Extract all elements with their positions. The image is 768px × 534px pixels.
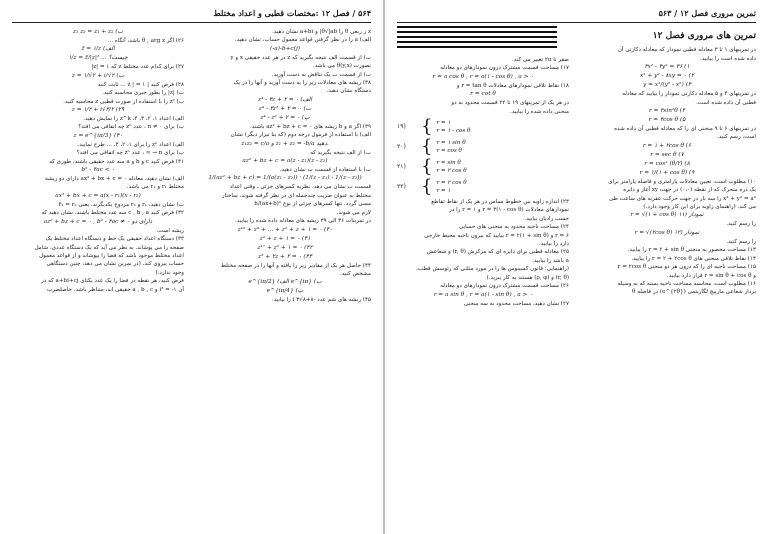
text-line: قطبی آن داده شده است. [696,99,756,106]
system-lines: r = sin θ r = ۲ cos θ [436,160,467,175]
equation-line: az² + bz + c = ۰ , b² - ۴ac ≠ ۰ دارای دو [43,218,153,225]
exercise-number: ۲۰) [397,142,406,150]
text-line: ۱۸) نقاط تلاقی نمودارهای معادلات r = tan θ و [456,82,569,89]
equation-line: x² + y² - ۸xy = ۰ (۲ [640,73,694,80]
text-line: مختلط به عنوان ضریب چندجمله ای در نظر گرفته شوند، ساختار [221,192,371,199]
text-line: حساب پیروی کند. (در تمرین نشان می دهد، چنین دستگاهی [46,261,184,268]
text-line: بردار شعاعی مارپیچ لگاریتمی (e^{۲θ}) در فاصله θ [632,289,756,296]
text-line: ب) با استفاده از قسمت ب نشان دهید. [279,167,371,174]
system-lines: r = ۱ sin θ r = cos θ [436,140,466,155]
text-line: لازم می شوند. [336,209,371,216]
text-line: ۳۱) فرض کنید c و b و a سه عدد حقیقی باشند، طوری که [49,158,184,165]
equation-line: r = √(۱ + cos θ) ۱۱) نمودار [630,212,704,219]
text-line: (r, θ) و (ρ, φ) هستند به کار ببرید.) [486,274,569,281]
text-line: داده شده است را بیابید. [699,55,756,62]
equation-line: r = ۱/(۱ + cos θ) (۹ [639,169,695,176]
text-line: می کند. (راهنمای زاویه برای این کار وجود دارد.) [643,204,756,211]
equation-line: z¹⁰ + z⁹ + ... + z² + z + ۱ = ۰ (۴۰ [237,226,333,233]
text-line: صفحه را می پوشاند. به نظر می آید که یک دستگاه عددی، شامل [34,244,184,251]
text-line: ۲۷) نشان دهید، مساحت محدود به سه منحنی [463,300,569,307]
text-line: ب) برای n → ∞ ، عدد zⁿ چه اتفاقی می افتد؟ [76,150,184,157]
left-page [0,0,383,534]
right-page-right-column [578,28,756,526]
text-line: مسی گردد. تنها کسرهای جزئی از نوع h/(ax+b)ⁿ [254,201,371,208]
text-line: ۱۷) مساحت قسمت مشترک درون نمودارهای دو معادله [440,65,569,72]
text-line: ب) |z| را بطور جبری محاسبه کنید. [102,90,184,97]
equation-line: r = cot θ [470,91,496,98]
equation-line: e^{iπ/2} (الف e^{iπ} (ب [248,279,322,286]
text-line: را رسم کنید. [726,221,756,228]
text-line: a باشد را بیابید. [532,257,569,264]
text-line: در هر یک از تمرینهای ۱۹ تا ۲۲ قسمت محدود به دو [451,100,569,107]
equation-line: z² + ۲z + ۲ = ۰ (۴۳ [258,253,312,260]
section-title: تمرین های مروری فصل ۱۲ [652,31,756,41]
text-line: الف) نشان دهید، معادله ax² + bx + c = ۰ دارای دو ریشه [45,176,184,183]
system-lines: r = ۱ r = ۱ - cos θ [436,120,471,135]
text-line: ۲۳) اندازه زاویه بین خطوط مماس در هر یک از نقاط تقاطع [431,199,569,206]
text-line: الف) اعداد ۱، ۲، ۳، ۴، z^k را نمایش دهید. [83,116,184,123]
left-page-header: ۵۶۴ / فصل ۱۲ :مختصات قطبی و اعداد مختلط [12,8,371,23]
brace-glyph: { [421,156,433,178]
text-line: ۳۲) فرض کنید c , b , a سه عدد مختلط باشند، نشان دهید که [41,210,184,217]
equation-line: r = ۱ + ۲cos θ (۶ [642,142,692,149]
text-line: الف) a را در نظر گرفتن قواعد معمول حساب، نشان دهید. [234,37,371,44]
equation-line: z₁z₂ = c/a و z₁ + z₂ = -b/a دهید. [241,140,329,147]
equation-line: r = cos² (θ/۲) (۸ [644,160,690,167]
text-line: مشخص کنید. [340,270,371,277]
text-line: ۲۵) معادله قطبی برای دایره ای که مرکزش (r, θ) و شعاعش [426,249,569,256]
text-line: در تمرینهای ۶ تا ۹ منحنی ای را که معادله قطبی آن داده شده [614,126,756,133]
text-line: را رسم کنید. [726,238,756,245]
text-line: (راهنمایی: قانون کسینوس ها را در مورد مثلثی که رئوسش قطب، [416,266,569,273]
equation-line: az² + bz + c = a(z - z₁)(z - z₂) [242,158,328,165]
text-line: ب) برای n ≠ ۰ ، عدد zⁿ چه اتفاقی می افتد؟ [78,124,184,131]
text-line: ۱۵) مساحت ناحیه ای را که درون هر دو منحنی r = ۲cos θ [617,264,756,271]
right-page-left-column [397,56,569,526]
equation-system [397,118,569,136]
text-line: قسمت ب نشان می دهد، نظریه کسرهای جزئی ـ وقتی اعداد [229,184,371,191]
equation-system [397,178,569,196]
text-line: صفر تا ۲π تغییر می کند. [512,57,569,63]
equation-line: z = e^{iπ/3} (۳۰ [73,132,123,139]
equation-system [397,158,569,176]
text-line: ۲۷) برای کدام عدد مختلط z که ۱ = |z| [91,64,184,71]
text-line: و r = sin θ + cos θ قرار دارد بیابید. [666,272,756,279]
text-line: منحنی داده شده را بیابید. [510,108,569,115]
brace-glyph: { [421,116,433,138]
brace-glyph: { [421,136,433,158]
equation-line: e^{iπ/4} (پ [266,288,304,295]
text-line: دستگاه نشان دهید. [326,88,371,95]
text-line: ریشه است. [156,227,184,234]
equation-line: z̄ = ۱/z (الف [81,46,115,53]
text-line: ۴۵) ریشه های شم عدد -۸+۸√۳ i را بیابید. [271,297,371,304]
equation-line: ۳x² - ۴y² = ۳۶ (۱ [644,64,690,71]
text-line: است، رسم کنید. [717,134,756,141]
text-line: فرض کنید، هر نقطه در فضا را یک عدد یکتای a+bi+cj که در [41,278,184,285]
text-line: ب) z² را با استفاده از صورت قطبی z محاسبه کنید. [63,98,184,105]
equation-line: z² + z + ۱ = ۰ (۴۱ [259,235,311,242]
equation-line: r = a cos θ , r = a(۱ - cos θ) , a > ۰ [432,73,534,80]
text-line: الف) با استفاده از فرمول درجه دوم (که بنا تیزار دیگر) نشان [230,132,371,139]
text-line: اعداد مختلط موجود باشد که فضا را بپوشاند و از قواعد معمول [39,252,184,259]
equation-line: z¹⁷ + z² + ۱ = ۰ (۴۲ [257,244,313,251]
text-line: ۲۶) مساحت قسمت مشترک درون نمودارهای دو معادله [440,283,569,290]
equation-line: b² - ۴ac < ۰ [81,167,115,174]
equation-line: z⁴ - ۳z² + ۲ = ۰ (ب [258,105,312,112]
text-line: r = ۶ و r = ۲(۱ + sin θ) بیابید که بیرون ناحیه محیط خارجی [424,232,569,239]
text-line: ب) نشان دهید، r₁ و r₂ مزدوج یکدیگرند، یعنی r̄₁ = r₂ [58,201,184,208]
equation-line: z³ - ۳z + ۲ = ۰ (الف [258,96,312,103]
text-line: الف) اعداد zⁿ را برای ۱، ۲، ۳، ... طرح نمایید. [77,141,184,148]
text-line: بصورت (y,x)θ می باشد. [312,63,371,70]
text-line: ۴۴) حاصل هر یک از مقادیر زیر را یافته و آنها را در صفحه مختلط [220,262,371,269]
system-lines: r = ۲ cos θ r = ۱ [436,180,467,195]
equation-line: r = ۴sin²θ (۴ [648,108,686,115]
left-page-right-column [199,28,371,526]
equation-line: y = x²/(y² - x²) (۳ [643,82,691,89]
text-line: ۱۰) مطلوب است، تعیین معادلات پارامتری و فاصله پارامتر برای [608,178,756,185]
text-line: در تمرینات ۳۶ الی ۳۹ ریشه های معادله داده شده را بیابید. [235,218,371,225]
text-line: دارد را بیابید. [539,241,569,248]
equation-line: ۱/z = z̄/|z|² ... چیست؟ [68,55,128,62]
text-line: ۲۶) اگر θ , arg z باشد، آنگاه ... [107,38,184,44]
exercise-number: ۱۹) [397,122,406,130]
text-line: مختلط r₁ و r₂ می باشد. [126,184,184,191]
text-line: ۱۶) مطلوب است، محاسبه مساحت ناحیه بسته که به وسیله [617,280,756,287]
text-line: حسب رادیان بیابید. [524,215,569,222]
text-line: ۱۳) مساحت محصور به منحنی r = ۲ + sin θ را بیابید. [627,247,756,254]
text-line: ۲۴) مساحت ناحیه محدود به منحنی های حسابی [458,224,569,231]
equation-system [397,138,569,156]
text-line: در تمرینهای ۱ تا ۳ معادله قطبی نمودار که معادله دکارتی آن [617,47,756,54]
equation-line: z = ۱/۲ + i√۳/۲ (۲۹ [71,107,125,114]
text-line: ب) از الف نتیجه بگیرید که [310,149,371,156]
text-line: وجود ندارد.) [155,269,184,276]
text-line: ۳۳) دستگاه اعداد حقیقی یک خط و دستگاه اعداد مختلط یک [45,236,184,243]
equation-line: 1/(az² + bz + c) = 1/(a(z₁ - z₂)) · (1/(z - z₁) - 1/(z - z₂)) [208,175,362,182]
equation-line: z₁ z₂ = z₁ + z₂ (ب [72,29,123,35]
text-line: x² + y² = a² را سه بار در جهت حرکت عقربه های ساعت طی [608,195,756,202]
left-page-left-column [12,28,184,526]
text-line: ۱۴) نقاط تلاقی منحنی های r = ۲ + ۲cos θ را بیابید. [631,255,756,262]
equation-line: z = ۱/√۲ + i/√۲ (ب [71,72,125,79]
equation-line: z⁴ - z² + ۲ = ۰ (پ [260,114,310,121]
text-line: ۳۹) اگر a و b ریشه های az² + bz + c = ۰ باشند. [250,123,371,130]
text-line: z ز ربعی θ را θ√|ab| و a+bi نشان دهید. [272,29,371,35]
text-line: ب) از قسمت ب یک تناقض به دست آورید. [271,71,371,78]
text-line: در تمرینهای ۴ و ۵ معادله دکارتی نمودار را بیابید که معادله [622,91,756,98]
text-line: نمودارهای معادلات r = ۳(۱ - cos θ) و r = ۱ را در [449,207,569,214]
equation-line: r = sec θ (۷ [650,151,684,158]
equation-line: r = √(۲cos θ) ۱۲) نمودار [634,229,700,236]
right-page [385,0,768,534]
brace-glyph: { [421,176,433,198]
text-line: ۲۸) فرض کنید | z | = ۱ ... ثابت کنید [97,81,184,88]
text-line: ۳۸) ریشه های معادلات زیر را به دست آورید و آنها را در یک [233,80,371,87]
text-line: ب) از قسمت الف نتیجه بگیرید که z در هر عدد حقیقی x و y [230,54,371,61]
text-line: یک ذره متحرک که از نقطه (۰،۰) در جهت xy آغاز و دایره [623,187,756,194]
exercise-number: ۲۱) [397,162,406,170]
equation-line: r = a sin θ , r = a(۱ - sin θ) , a > ۰ [433,291,533,298]
equation-line: ax² + bx + c = a(x - r₁)(x - r₂) [55,192,141,199]
text-line: آن i² = -۱ و a , b , c حقیقی اند، متناظر باشد. حاصلضرب [46,286,184,293]
right-page-header: تمرین مروری فصل ۱۲ / ۵۶۳ [397,8,756,23]
equation-line: r = ۴cos θ (۵ [648,117,686,124]
exercise-number: ۲۲) [397,182,406,190]
decorative-stripes [397,26,557,52]
equation-line: (-a)-b+c(j) [269,45,301,52]
